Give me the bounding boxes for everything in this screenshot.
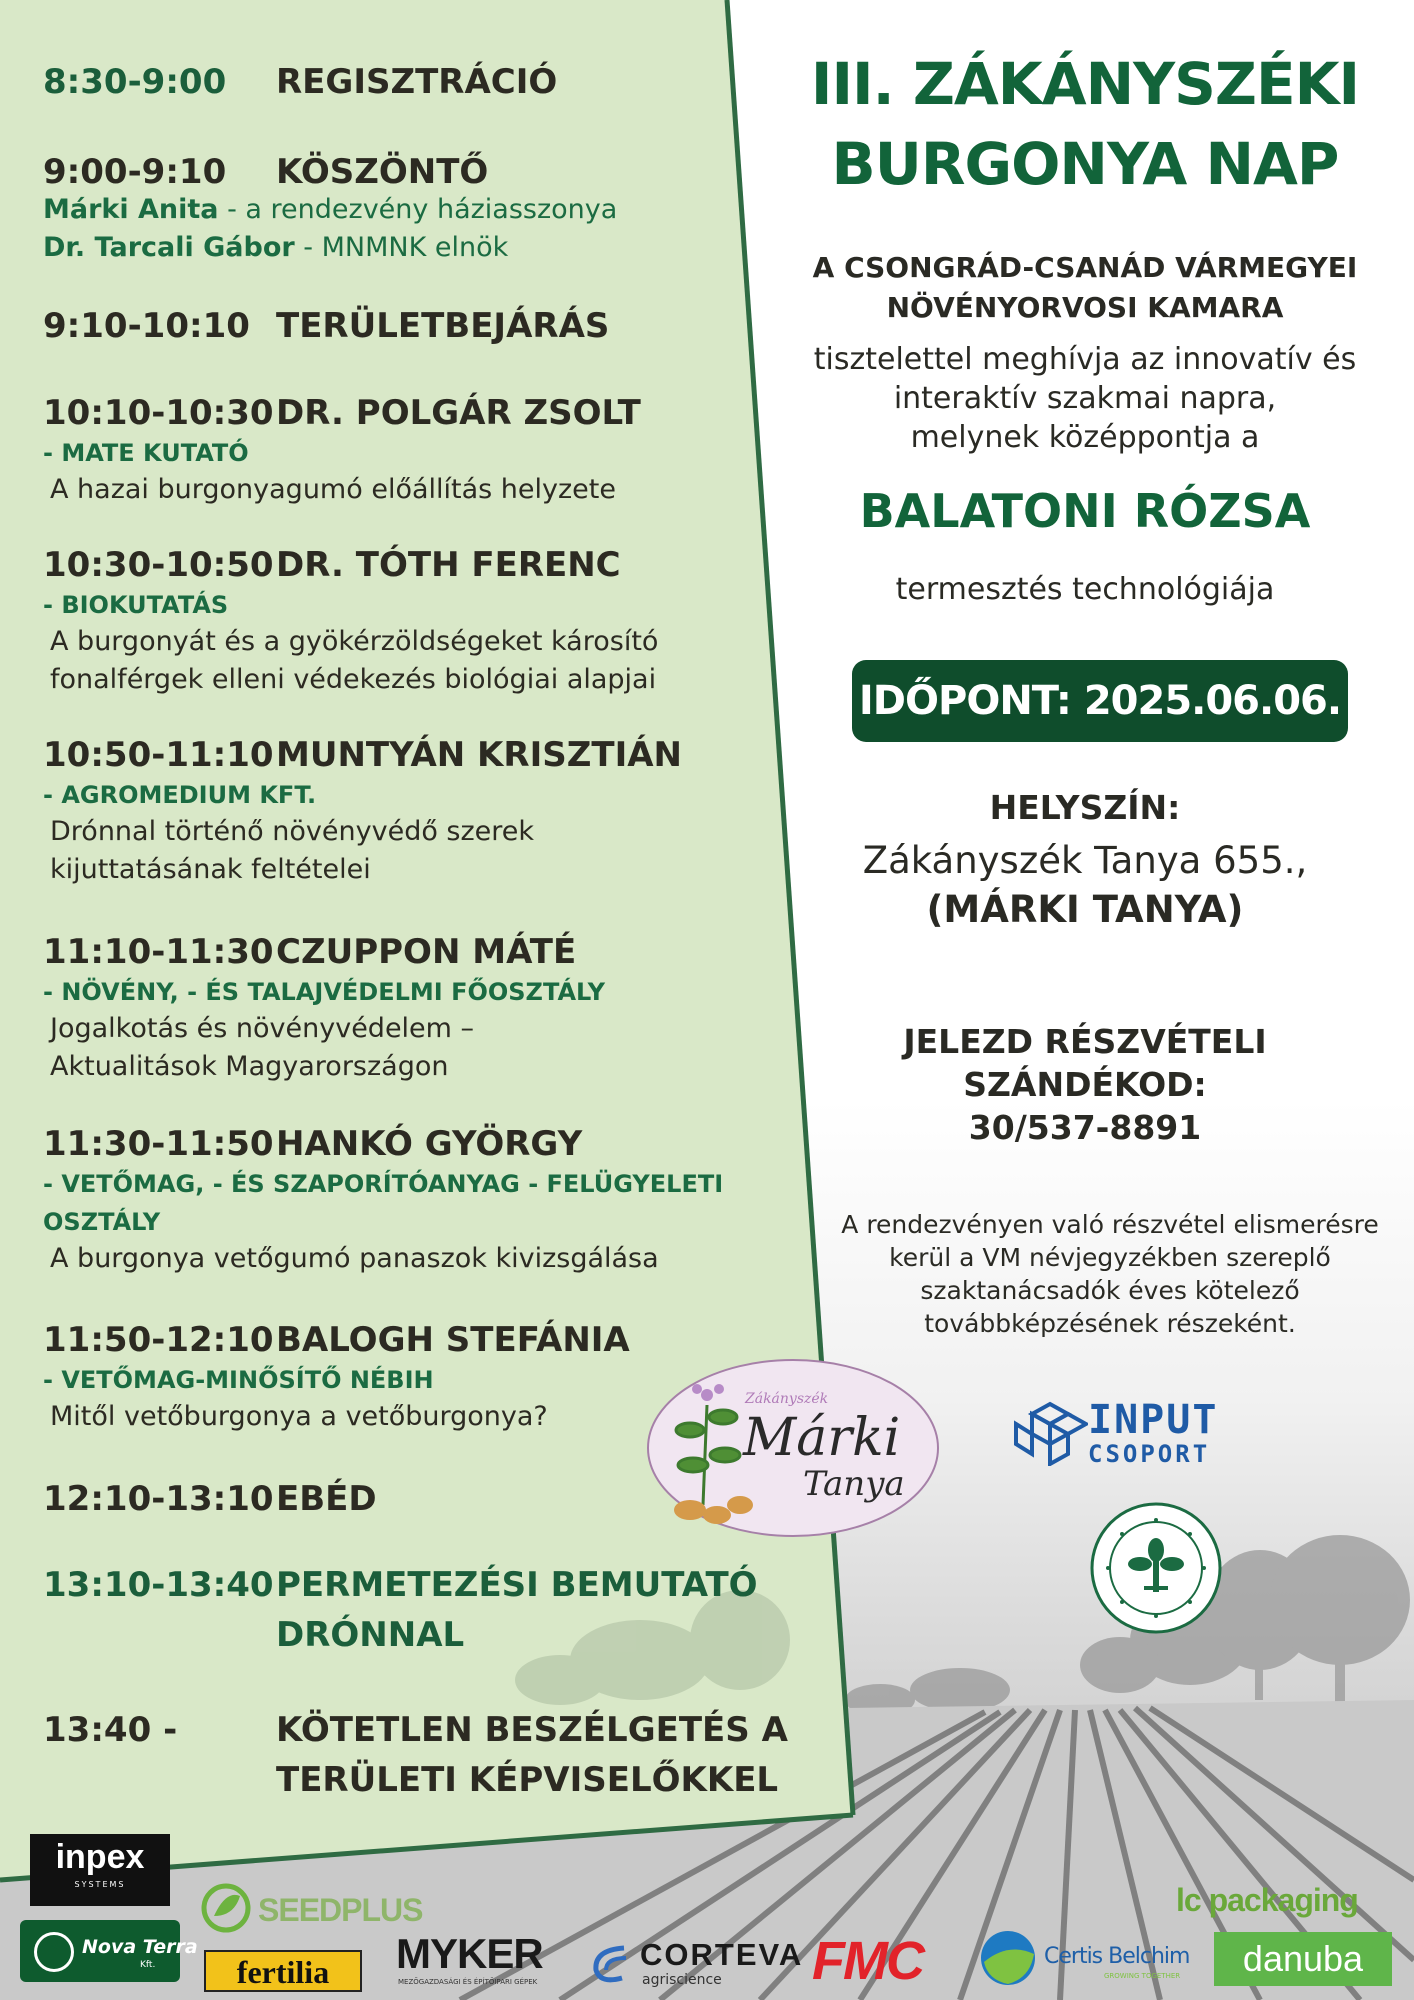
agenda-org: - VETŐMAG-MINŐSÍTŐ NÉBIH: [43, 1366, 434, 1394]
agenda-org: - AGROMEDIUM KFT.: [43, 781, 317, 809]
note-line2: kerül a VM névjegyzékben szereplő: [889, 1243, 1331, 1272]
event-title: [760, 44, 1410, 204]
myker-sub-text: MEZŐGAZDASÁGI ÉS ÉPÍTŐIPARI GÉPEK: [398, 1978, 538, 1986]
note-line3: szaktanácsadók éves kötelező: [920, 1276, 1300, 1305]
novaterra-logo: [20, 1920, 198, 1982]
agenda-org: - BIOKUTATÁS: [43, 591, 229, 619]
inpex-sub-text: SYSTEMS: [74, 1880, 126, 1889]
organizer-line2: NÖVÉNYORVOSI KAMARA: [886, 291, 1284, 324]
host-line: [43, 232, 508, 263]
event-title-line1: III. ZÁKÁNYSZÉKI: [810, 50, 1360, 118]
agenda-org: - NÖVÉNY, - ÉS TALAJVÉDELMI FŐOSZTÁLY: [43, 978, 605, 1006]
fertilia-text: fertilia: [236, 1954, 330, 1990]
agenda-title: KÖTETLEN BESZÉLGETÉS A: [276, 1710, 788, 1750]
host-line: [43, 194, 617, 225]
agenda-title: DRÓNNAL: [276, 1615, 465, 1655]
input-cubes-icon: [1012, 1400, 1088, 1466]
agenda-time: 9:00-9:10: [43, 152, 227, 192]
agenda-title: TERÜLETI KÉPVISELŐKKEL: [276, 1760, 779, 1800]
agenda-org: - MATE KUTATÓ: [43, 439, 249, 467]
fertilia-logo: [204, 1950, 362, 1992]
agenda-time: 12:10-13:10: [43, 1479, 274, 1519]
invite-line1: tisztelettel meghívja az innovatív és: [813, 342, 1357, 377]
input-line1: INPUT: [1088, 1397, 1219, 1443]
marki-small-text: Zákányszék: [745, 1391, 829, 1407]
corteva-swirl-icon: [588, 1940, 634, 1986]
host-name: Márki Anita: [43, 194, 219, 225]
note-line4: továbbképzésének részeként.: [924, 1309, 1296, 1338]
agenda-title: KÖSZÖNTŐ: [276, 152, 489, 192]
fmc-text: FMC: [812, 1931, 923, 1991]
agenda-time: 9:10-10:10: [43, 306, 250, 346]
technology-text: [760, 572, 1410, 607]
organizer-line1: A CSONGRÁD-CSANÁD VÁRMEGYEI: [812, 251, 1358, 284]
agenda-desc: Jogalkotás és növényvédelem –: [50, 1013, 475, 1044]
myker-text: MYKER: [396, 1930, 543, 1977]
agenda-title: HANKÓ GYÖRGY: [276, 1124, 583, 1164]
agenda-title: BALOGH STEFÁNIA: [276, 1320, 630, 1360]
rsvp-line1: JELEZD RÉSZVÉTELI: [903, 1022, 1267, 1061]
agenda-desc: Drónnal történő növényvédő szerek: [50, 816, 535, 847]
certis-sub-text: GROWING TOGETHER: [1104, 1972, 1181, 1980]
agenda-title: EBÉD: [276, 1479, 377, 1519]
event-title-line2: BURGONYA NAP: [831, 130, 1339, 198]
agenda-org: - VETŐMAG, - ÉS SZAPORÍTÓANYAG - FELÜGYELETI: [43, 1170, 724, 1198]
agenda-time: 13:10-13:40: [43, 1565, 274, 1605]
location-address: Zákányszék Tanya 655.,: [862, 839, 1308, 882]
agenda-title: DR. TÓTH FERENC: [276, 545, 621, 585]
location-label: HELYSZÍN:: [989, 788, 1181, 827]
agenda-desc: fonalférgek elleni védekezés biológiai alapjai: [50, 664, 657, 695]
agenda-title: TERÜLETBEJÁRÁS: [276, 306, 610, 346]
agenda-title: MUNTYÁN KRISZTIÁN: [276, 735, 682, 775]
input-line2: CSOPORT: [1088, 1440, 1211, 1468]
marki-main-text: Márki: [743, 1408, 901, 1468]
agenda-desc: Mitől vetőburgonya a vetőburgonya?: [50, 1401, 548, 1432]
agenda-time: 10:50-11:10: [43, 735, 274, 775]
invite-line3: melynek középpontja a: [910, 420, 1260, 455]
agenda-title: DR. POLGÁR ZSOLT: [276, 393, 641, 433]
agenda-title: PERMETEZÉSI BEMUTATÓ: [276, 1565, 758, 1605]
inpex-logo: [30, 1834, 170, 1906]
marki-tanya-logo: [645, 1355, 945, 1541]
organizer: [760, 248, 1410, 328]
agenda-desc: A burgonya vetőgumó panaszok kivizsgálása: [50, 1243, 659, 1274]
novaterra-emblem-icon: [34, 1932, 74, 1972]
variety-name: [760, 484, 1410, 538]
agenda-time: 11:50-12:10: [43, 1320, 274, 1360]
input-logo-text: [1088, 1397, 1219, 1468]
invite-line2: interaktív szakmai napra,: [893, 381, 1277, 416]
marki-sub-text: Tanya: [803, 1464, 905, 1504]
date-badge: IDŐPONT: 2025.06.06.: [852, 660, 1348, 742]
certis-text: Certis Belchim: [1044, 1944, 1190, 1969]
agenda-time: 13:40 -: [43, 1710, 178, 1750]
inpex-text: inpex: [55, 1838, 145, 1876]
seedplus-leaf-icon: [200, 1882, 252, 1934]
agenda-time: 10:30-10:50: [43, 545, 274, 585]
seedplus-text: SEEDPLUS: [258, 1892, 423, 1928]
agenda-org: OSZTÁLY: [43, 1208, 161, 1236]
agenda-desc: Aktualitások Magyarországon: [50, 1051, 449, 1082]
rsvp-line2: SZÁNDÉKOD:: [963, 1065, 1207, 1104]
technology-line: termesztés technológiája: [895, 572, 1275, 607]
agenda-time: 11:10-11:30: [43, 932, 274, 972]
danuba-logo: [1214, 1932, 1392, 1986]
invitation-text: [760, 340, 1410, 457]
agenda-time: 11:30-11:50: [43, 1124, 274, 1164]
novaterra-sub-text: Kft.: [140, 1960, 156, 1970]
agenda-title: REGISZTRÁCIÓ: [276, 62, 558, 102]
rsvp: [760, 1020, 1410, 1149]
agenda-desc: kijuttatásának feltételei: [50, 854, 371, 885]
danuba-text: danuba: [1242, 1938, 1364, 1979]
note-line1: A rendezvényen való részvétel elismerésre: [841, 1210, 1379, 1239]
corteva-sub-text: agriscience: [642, 1972, 722, 1988]
host-role: - a rendezvény háziasszonya: [218, 194, 618, 225]
certis-globe-icon: [978, 1928, 1038, 1988]
agenda-desc: A hazai burgonyagumó előállítás helyzete: [50, 474, 616, 505]
novaterra-text: Nova Terra: [82, 1936, 198, 1958]
agenda-time: 10:10-10:30: [43, 393, 274, 433]
chamber-seal-logo: [1088, 1500, 1224, 1636]
agenda-time: 8:30-9:00: [43, 62, 227, 102]
accreditation-note: [810, 1208, 1410, 1340]
variety-title: BALATONI RÓZSA: [859, 484, 1311, 538]
location: [760, 788, 1410, 931]
lcpackaging-text: lc packaging: [1176, 1882, 1358, 1918]
agenda-title: CZUPPON MÁTÉ: [276, 932, 577, 972]
agenda-desc: A burgonyát és a gyökérzöldségeket károsító: [50, 626, 659, 657]
host-role: - MNMNK elnök: [294, 232, 509, 263]
rsvp-phone: 30/537-8891: [968, 1108, 1202, 1147]
location-name: (MÁRKI TANYA): [926, 888, 1244, 931]
corteva-text: CORTEVA: [640, 1937, 804, 1972]
host-name: Dr. Tarcali Gábor: [43, 232, 295, 263]
